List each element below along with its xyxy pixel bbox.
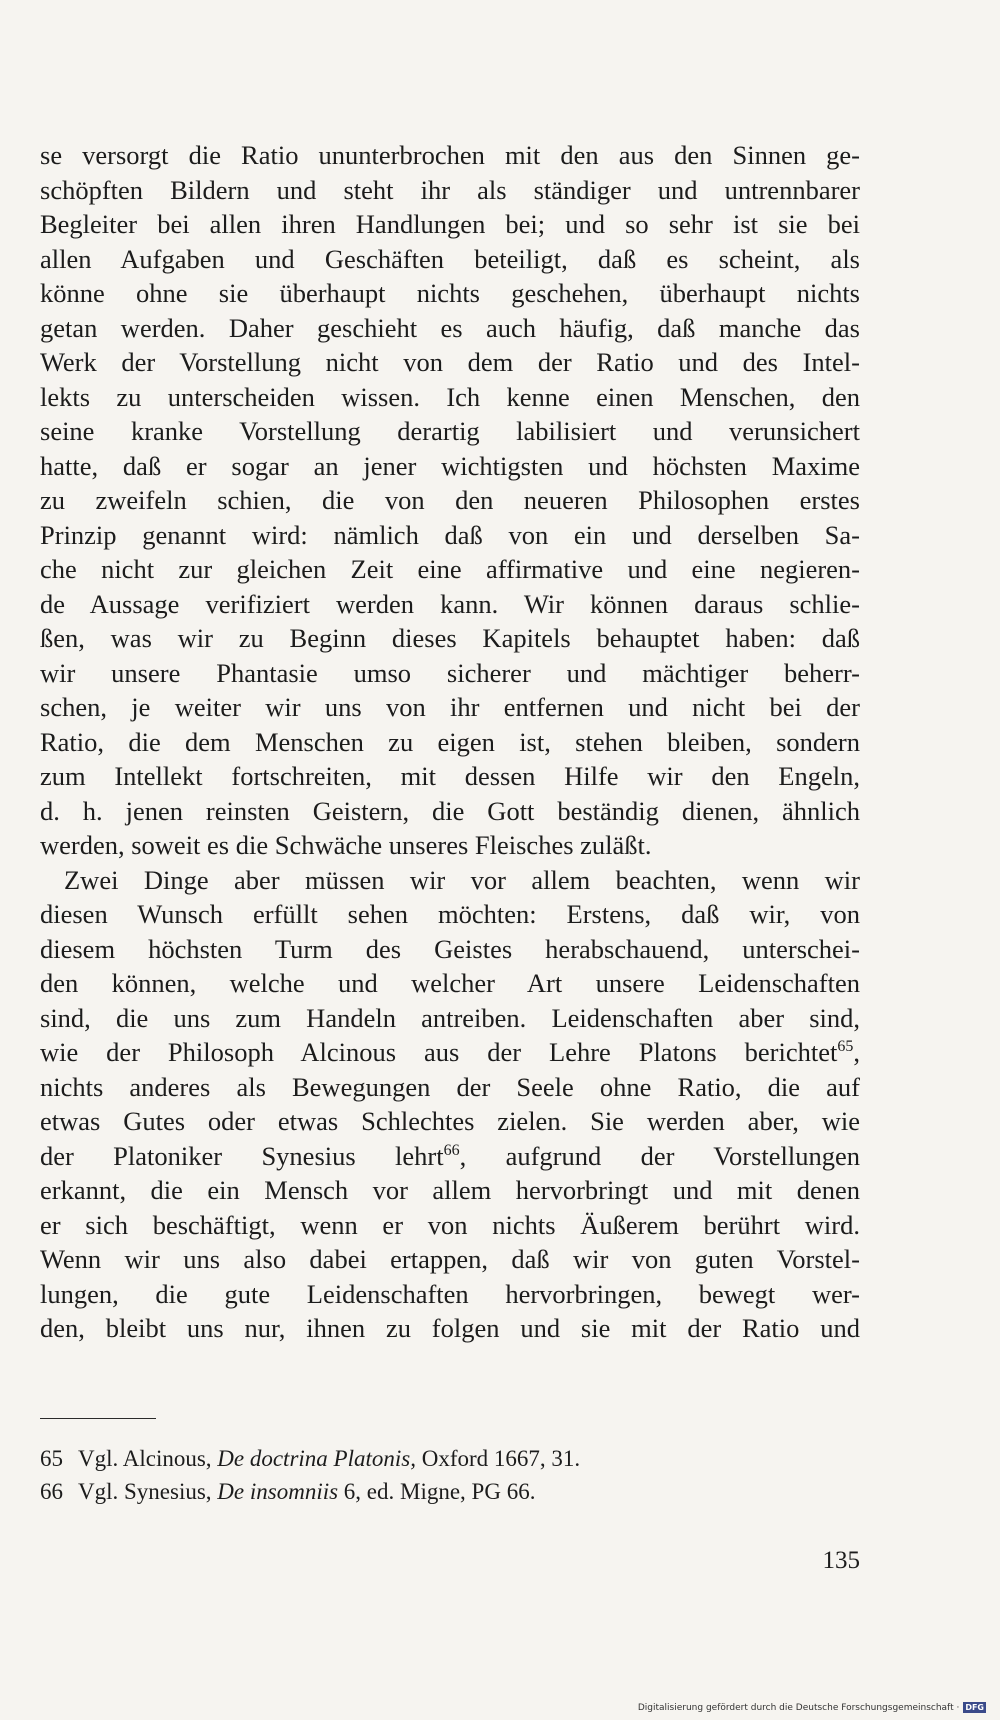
text-line: lekts zu unterscheiden wissen. Ich kenne einen Menschen, den [40, 381, 860, 412]
text-line: se versorgt die Ratio ununterbrochen mit den aus den Sinnen ge- [40, 140, 860, 170]
text-line: werden, soweit es die Schwäche unseres Fleisches zuläßt. [40, 830, 652, 860]
text-line: sind, die uns zum Handeln antreiben. Leidenschaften aber sind, [40, 1002, 860, 1033]
text-line: che nicht zur gleichen Zeit eine affirmative und eine negieren- [40, 554, 860, 584]
text-line: lungen, die gute Leidenschaften hervorbringen, bewegt wer- [40, 1278, 860, 1309]
text-line: diesem höchsten Turm des Geistes herabschauend, unterschei- [40, 933, 860, 964]
text-line: diesen Wunsch erfüllt sehen möchten: Erstens, daß wir, von [40, 899, 860, 929]
text-line: erkannt, die ein Mensch vor allem hervorbringt und mit denen [40, 1175, 860, 1205]
footnote-number: 65 [40, 1446, 63, 1471]
text-line: Ratio, die dem Menschen zu eigen ist, stehen bleiben, sondern [40, 726, 860, 757]
footnote-prefix: Vgl. Alcinous, [78, 1446, 212, 1471]
footnote-prefix: Vgl. Synesius, [78, 1479, 212, 1504]
text-line-with-footnote-65 [40, 1035, 860, 1070]
text-line: Prinzip genannt wird: nämlich daß von ein und derselben Sa- [40, 519, 860, 550]
text-line: Werk der Vorstellung nicht von dem der Ratio und des Intel- [40, 347, 860, 377]
text-segment: wie der Philosoph Alcinous aus der Lehre Platons berichtet [40, 1037, 838, 1067]
text-line: d. h. jenen reinsten Geistern, die Gott beständig dienen, ähnlich [40, 795, 860, 826]
digitization-text: Digitalisierung gefördert durch die Deutsche Forschungsgemeinschaft · [637, 1703, 960, 1713]
text-line: Begleiter bei allen ihren Handlungen bei; und so sehr ist sie bei [40, 209, 860, 239]
paragraph-2 [40, 863, 860, 1346]
footnote-suffix: 6, ed. Migne, PG 66. [343, 1479, 536, 1504]
text-line: könne ohne sie überhaupt nichts geschehen, überhaupt nichts [40, 278, 860, 308]
text-line: etwas Gutes oder etwas Schlechtes zielen. Sie werden aber, wie [40, 1106, 860, 1136]
text-segment: , aufgrund der Vorstellungen [459, 1140, 860, 1171]
page-number: 135 [822, 1547, 860, 1574]
paragraph-1 [40, 138, 860, 863]
footnote-65 [40, 1442, 860, 1475]
text-line-with-footnote-66 [40, 1139, 860, 1174]
footnote-separator [40, 1418, 156, 1419]
footnotes [40, 1442, 860, 1508]
text-line: zum Intellekt fortschreiten, mit dessen Hilfe wir den Engeln, [40, 761, 860, 791]
digitization-notice [638, 1702, 986, 1714]
text-line: er sich beschäftigt, wenn er von nichts Äußerem berührt wird. [40, 1209, 860, 1240]
text-line: hatte, daß er sogar an jener wichtigsten und höchsten Maxime [40, 450, 860, 481]
text-line: den können, welche und welcher Art unsere Leidenschaften [40, 968, 860, 998]
footnote-suffix: Oxford 1667, 31. [421, 1446, 581, 1471]
footnote-ref-66[interactable]: 66 [443, 1141, 460, 1159]
text-line: den, bleibt uns nur, ihnen zu folgen und sie mit der Ratio und [40, 1313, 860, 1343]
text-line: de Aussage verifiziert werden kann. Wir können daraus schlie- [40, 588, 860, 619]
text-line: getan werden. Daher geschieht es auch häufig, daß manche das [40, 312, 860, 343]
footnote-title: De doctrina Platonis, [217, 1446, 416, 1471]
footnote-title: De insomniis [217, 1479, 339, 1504]
text-line: allen Aufgaben und Geschäften beteiligt, daß es scheint, als [40, 243, 860, 274]
text-line: zu zweifeln schien, die von den neueren Philosophen erstes [40, 485, 860, 515]
text-segment: der Platoniker Synesius lehrt [40, 1140, 444, 1171]
text-line: wir unsere Phantasie umso sicherer und mächtiger beherr- [40, 657, 860, 688]
text-line: nichts anderes als Bewegungen der Seele ohne Ratio, die auf [40, 1071, 860, 1102]
footnote-ref-65[interactable]: 65 [837, 1038, 854, 1056]
dfg-logo-icon: DFG [965, 1703, 984, 1712]
text-line: schöpften Bildern und steht ihr als ständiger und untrennbarer [40, 174, 860, 205]
footnote-number: 66 [40, 1479, 63, 1504]
footnote-66 [40, 1475, 860, 1508]
main-text [40, 138, 860, 1346]
text-line: seine kranke Vorstellung derartig labilisiert und verunsichert [40, 416, 860, 446]
text-line: Wenn wir uns also dabei ertappen, daß wir von guten Vorstel- [40, 1244, 860, 1274]
text-line: ßen, was wir zu Beginn dieses Kapitels behauptet haben: daß [40, 623, 860, 653]
text-line: schen, je weiter wir uns von ihr entfernen und nicht bei der [40, 692, 860, 722]
text-segment: , [853, 1037, 860, 1067]
text-line: Zwei Dinge aber müssen wir vor allem beachten, wenn wir [64, 864, 860, 895]
